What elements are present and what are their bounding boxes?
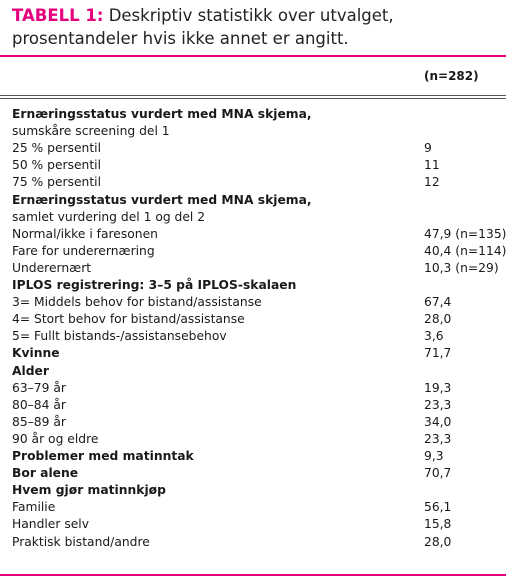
table-row xyxy=(12,277,502,294)
table-row xyxy=(12,123,502,140)
row-label: Normal/ikke i faresonen xyxy=(12,226,158,241)
row-value: 9 xyxy=(424,141,432,156)
table-title xyxy=(12,4,500,50)
row-value: 70,7 xyxy=(424,466,452,481)
top-rule xyxy=(0,55,506,57)
row-label: Alder xyxy=(12,363,49,378)
row-value: 34,0 xyxy=(424,414,452,429)
table-row xyxy=(12,534,502,551)
row-value: 12 xyxy=(424,175,440,190)
row-label: 25 % persentil xyxy=(12,141,101,156)
header-rule-upper xyxy=(0,95,506,96)
table-title-label: TABELL 1: xyxy=(12,6,104,25)
row-value: 56,1 xyxy=(424,500,452,515)
row-value: 28,0 xyxy=(424,312,452,327)
table-row xyxy=(12,431,502,448)
row-label: Underernært xyxy=(12,260,92,275)
row-value: 71,7 xyxy=(424,346,452,361)
table-row xyxy=(12,516,502,533)
table-row xyxy=(12,499,502,516)
table-row xyxy=(12,345,502,362)
row-value: 10,3 (n=29) xyxy=(424,260,499,275)
table-row xyxy=(12,448,502,465)
table-row xyxy=(12,311,502,328)
column-header: (n=282) xyxy=(424,69,479,83)
table-row xyxy=(12,192,502,209)
table-row xyxy=(12,209,502,226)
row-value: 23,3 xyxy=(424,431,452,446)
row-label: 4= Stort behov for bistand/assistanse xyxy=(12,312,245,327)
row-label: Fare for underernæring xyxy=(12,243,155,258)
row-label: Bor alene xyxy=(12,466,79,481)
row-label: 3= Middels behov for bistand/assistanse xyxy=(12,295,262,310)
table-row xyxy=(12,140,502,157)
row-label: 50 % persentil xyxy=(12,158,101,173)
row-value: 15,8 xyxy=(424,517,452,532)
row-label: Praktisk bistand/andre xyxy=(12,534,150,549)
table-row xyxy=(12,226,506,243)
row-label: sumskåre screening del 1 xyxy=(12,124,170,139)
row-label: 80–84 år xyxy=(12,397,66,412)
row-label: 75 % persentil xyxy=(12,175,101,190)
table-row xyxy=(12,482,502,499)
row-label: IPLOS registrering: 3–5 på IPLOS-skalaen xyxy=(12,278,297,292)
row-label: Hvem gjør matinnkjøp xyxy=(12,483,166,498)
row-value: 19,3 xyxy=(424,380,452,395)
table-row xyxy=(12,294,502,311)
row-label: 63–79 år xyxy=(12,380,66,395)
table-row xyxy=(12,380,502,397)
table-row xyxy=(12,414,502,431)
row-value: 67,4 xyxy=(424,295,452,310)
row-label: Familie xyxy=(12,500,56,515)
row-label: Ernæringsstatus vurdert med MNA skjema, xyxy=(12,107,312,121)
row-value: 23,3 xyxy=(424,397,452,412)
row-label: Ernæringsstatus vurdert med MNA skjema, xyxy=(12,192,312,207)
row-value: 9,3 xyxy=(424,449,444,463)
row-value: 40,4 (n=114) xyxy=(424,243,506,258)
header-rule-lower xyxy=(0,98,506,99)
row-label: 5= Fullt bistands-/assistansebehov xyxy=(12,329,227,344)
table-row xyxy=(12,397,502,414)
row-value: 3,6 xyxy=(424,329,444,344)
table-row xyxy=(12,106,502,123)
table-row xyxy=(12,157,502,174)
table-row xyxy=(12,328,502,345)
table-title-text: Deskriptiv statistikk over utvalget, prosentandeler hvis ikke annet er angitt. xyxy=(12,6,394,48)
table-row xyxy=(12,174,502,191)
row-label: Kvinne xyxy=(12,346,60,361)
row-label: 90 år og eldre xyxy=(12,431,99,446)
row-value: 28,0 xyxy=(424,534,452,549)
row-label: Problemer med matinntak xyxy=(12,449,194,463)
row-label: 85–89 år xyxy=(12,414,66,429)
table-row xyxy=(12,465,502,482)
table-row xyxy=(12,243,506,260)
row-label: samlet vurdering del 1 og del 2 xyxy=(12,209,206,224)
row-label: Handler selv xyxy=(12,517,89,532)
table-row xyxy=(12,363,502,380)
row-value: 11 xyxy=(424,158,440,173)
bottom-rule xyxy=(0,574,506,576)
row-value: 47,9 (n=135) xyxy=(424,226,506,241)
table-row xyxy=(12,260,502,277)
